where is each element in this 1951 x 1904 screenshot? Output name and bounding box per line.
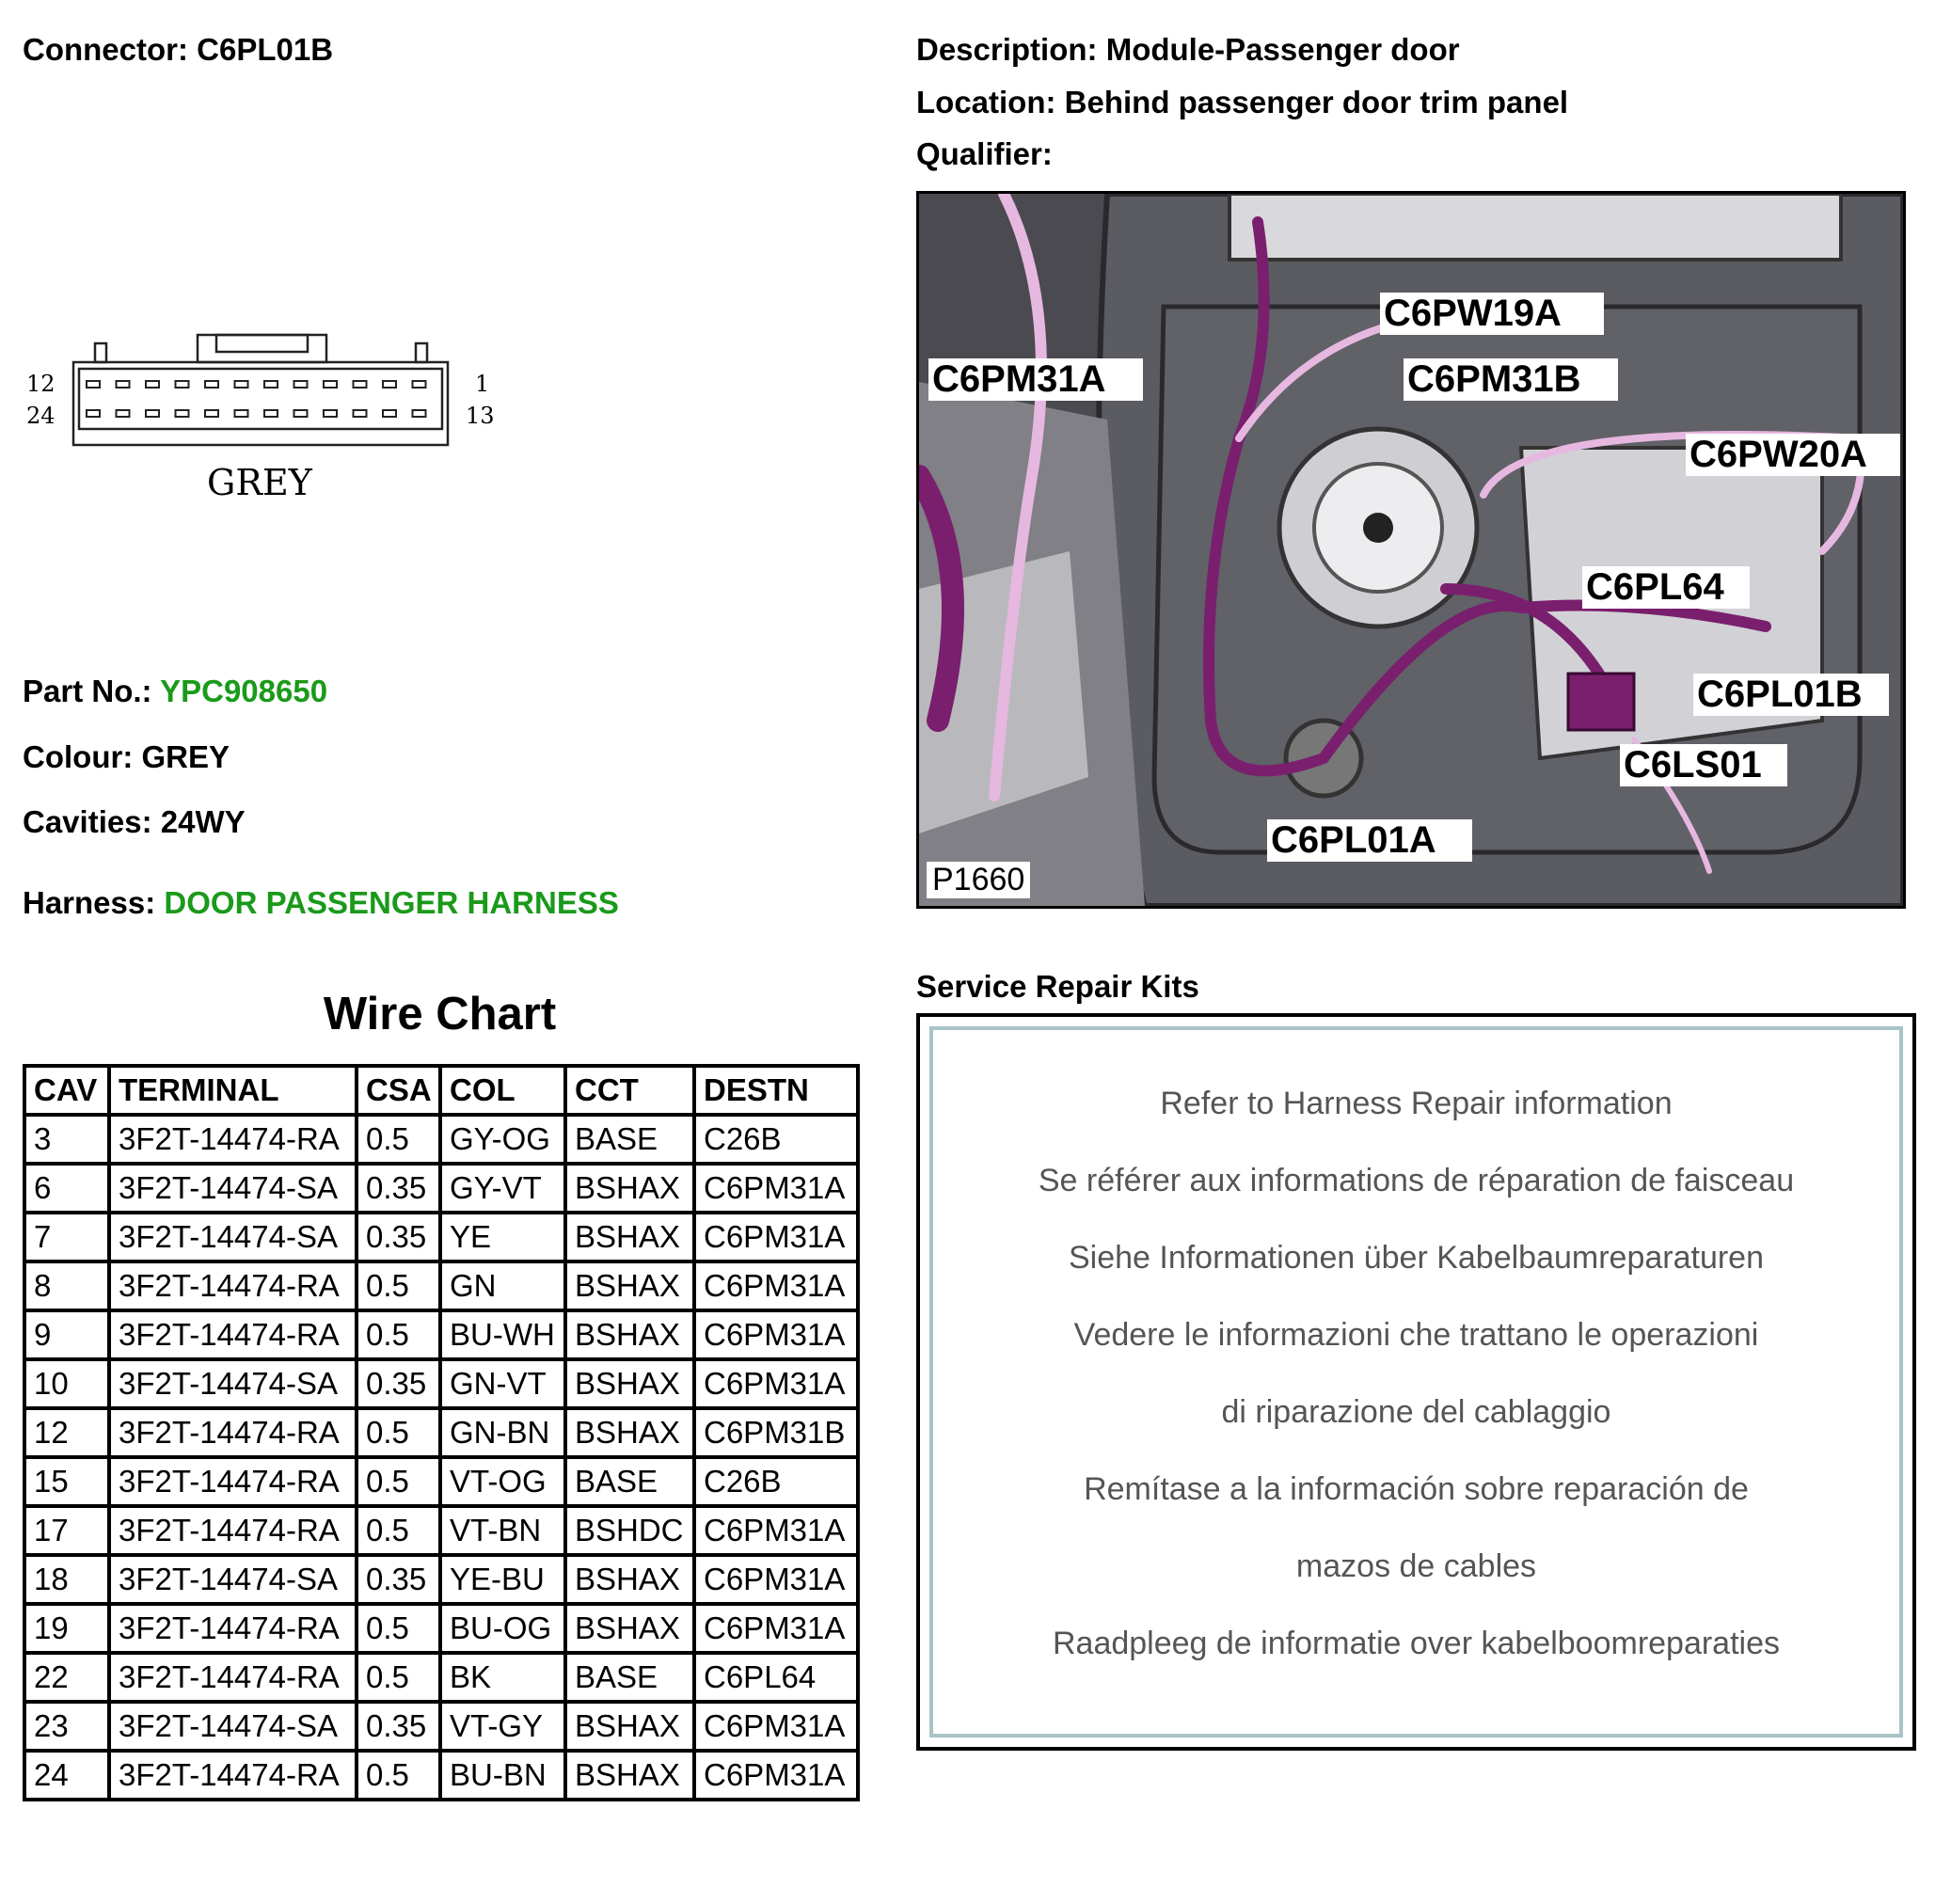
- wire-chart-cell: BSHDC: [565, 1506, 694, 1555]
- wire-chart-cell: C6PM31A: [694, 1604, 858, 1653]
- wire-chart-cell: C6PM31A: [694, 1310, 858, 1359]
- colour-label: Colour:: [23, 739, 134, 774]
- wire-chart-row: [24, 1115, 858, 1164]
- wire-chart-cell: BU-WH: [440, 1310, 565, 1359]
- wire-chart-cell: 3: [24, 1115, 109, 1164]
- wire-chart-cell: YE: [440, 1213, 565, 1261]
- wire-chart-row: [24, 1653, 858, 1702]
- wire-chart-cell: BSHAX: [565, 1408, 694, 1457]
- wire-chart-cell: 12: [24, 1408, 109, 1457]
- pin-slot: [324, 381, 337, 388]
- wire-chart-cell: 3F2T-14474-SA: [109, 1213, 357, 1261]
- connector-pinout-diagram: [19, 329, 508, 517]
- service-kits-title: Service Repair Kits: [916, 969, 1199, 1004]
- description-value: Module-Passenger door: [1105, 32, 1460, 67]
- wire-chart-row: [24, 1164, 858, 1213]
- wire-chart-cell: YE-BU: [440, 1555, 565, 1604]
- cavities-label: Cavities:: [23, 804, 152, 839]
- wire-chart-row: [24, 1506, 858, 1555]
- service-kit-text-line: Refer to Harness Repair information: [1160, 1086, 1673, 1121]
- pin-slot: [146, 381, 159, 388]
- pin-slot: [117, 410, 130, 417]
- wire-chart-header-cell: CCT: [565, 1066, 694, 1115]
- wire-chart-cell: 3F2T-14474-SA: [109, 1555, 357, 1604]
- wire-chart-cell: 3F2T-14474-SA: [109, 1164, 357, 1213]
- pin-slot: [294, 381, 308, 388]
- pin-slot: [205, 381, 218, 388]
- location-line: [916, 85, 1568, 120]
- service-kit-text-line: Remítase a la información sobre reparación de: [1084, 1471, 1749, 1507]
- wire-chart-cell: 0.5: [357, 1408, 440, 1457]
- wire-chart-cell: BSHAX: [565, 1702, 694, 1751]
- wire-chart-cell: 0.5: [357, 1261, 440, 1310]
- wire-chart-row: [24, 1408, 858, 1457]
- wire-chart-cell: 23: [24, 1702, 109, 1751]
- wire-chart-cell: 7: [24, 1213, 109, 1261]
- pin-label-12: 12: [26, 371, 56, 397]
- wire-chart-title: Wire Chart: [323, 989, 557, 1039]
- pin-slot: [235, 410, 248, 417]
- wire-chart-cell: 9: [24, 1310, 109, 1359]
- wire-chart-cell: VT-GY: [440, 1702, 565, 1751]
- connector-lock-tab-inner: [216, 335, 308, 352]
- wire-chart-row: [24, 1457, 858, 1506]
- wire-chart-row: [24, 1213, 858, 1261]
- wire-chart-cell: 17: [24, 1506, 109, 1555]
- wire-chart-cell: 0.5: [357, 1310, 440, 1359]
- wire-chart-cell: 0.5: [357, 1653, 440, 1702]
- wire-chart-header-cell: CAV: [24, 1066, 109, 1115]
- wire-chart-row: [24, 1604, 858, 1653]
- wire-chart-cell: 0.5: [357, 1457, 440, 1506]
- wire-chart-cell: C6PM31A: [694, 1751, 858, 1800]
- connector-latch-right: [416, 343, 427, 362]
- wire-chart-cell: 6: [24, 1164, 109, 1213]
- callout-c6pm31b: C6PM31B: [1404, 358, 1618, 401]
- wire-chart-header-cell: TERMINAL: [109, 1066, 357, 1115]
- callout-c6pm31a: C6PM31A: [928, 358, 1143, 401]
- wire-chart-cell: 15: [24, 1457, 109, 1506]
- part-number-label: Part No.:: [23, 674, 152, 708]
- callout-c6pw19a: C6PW19A: [1380, 293, 1604, 335]
- wire-chart-header-cell: COL: [440, 1066, 565, 1115]
- connector-label: Connector:: [23, 32, 188, 67]
- connector-face: [79, 369, 442, 429]
- pin-slot: [205, 410, 218, 417]
- service-kit-text-line: Vedere le informazioni che trattano le operazioni: [1073, 1317, 1759, 1353]
- connector-line: [23, 32, 333, 68]
- wire-chart-cell: C6PM31A: [694, 1164, 858, 1213]
- wire-chart-cell: BASE: [565, 1115, 694, 1164]
- wire-chart-body: [24, 1115, 858, 1800]
- wire-chart-cell: 3F2T-14474-RA: [109, 1604, 357, 1653]
- wire-chart-header-row: [24, 1066, 858, 1115]
- wire-chart-cell: 0.35: [357, 1702, 440, 1751]
- wire-chart-cell: BSHAX: [565, 1555, 694, 1604]
- wire-chart-cell: C6PM31A: [694, 1359, 858, 1408]
- wire-chart-cell: 19: [24, 1604, 109, 1653]
- colour-line: [23, 739, 230, 775]
- wire-chart-header-cell: DESTN: [694, 1066, 858, 1115]
- wire-chart-cell: 0.35: [357, 1359, 440, 1408]
- service-kits-inner-box: [929, 1026, 1903, 1737]
- wire-chart-row: [24, 1751, 858, 1800]
- pin-slot: [383, 381, 396, 388]
- wire-chart-cell: BASE: [565, 1653, 694, 1702]
- wire-chart-cell: 24: [24, 1751, 109, 1800]
- wire-chart-cell: BSHAX: [565, 1310, 694, 1359]
- pin-slot: [264, 410, 278, 417]
- connector-value: C6PL01B: [197, 32, 334, 67]
- wire-chart-cell: 3F2T-14474-RA: [109, 1408, 357, 1457]
- wire-chart-cell: 3F2T-14474-SA: [109, 1702, 357, 1751]
- wire-chart-cell: 0.5: [357, 1115, 440, 1164]
- pin-slot: [354, 410, 367, 417]
- pin-slot: [87, 410, 100, 417]
- wire-chart-cell: 18: [24, 1555, 109, 1604]
- cavities-line: [23, 804, 246, 840]
- wire-chart-row: [24, 1359, 858, 1408]
- wire-chart-cell: 3F2T-14474-RA: [109, 1310, 357, 1359]
- part-number-line: [23, 674, 327, 709]
- wire-chart-cell: 3F2T-14474-RA: [109, 1261, 357, 1310]
- wire-chart-cell: 0.35: [357, 1213, 440, 1261]
- pin-label-24: 24: [26, 403, 56, 429]
- wire-chart-cell: GY-OG: [440, 1115, 565, 1164]
- wire-chart-cell: BU-BN: [440, 1751, 565, 1800]
- wire-chart-cell: 0.5: [357, 1506, 440, 1555]
- pin-slot: [413, 381, 426, 388]
- wire-chart-cell: 0.5: [357, 1751, 440, 1800]
- wire-chart-table: [23, 1064, 860, 1801]
- wire-chart-cell: C26B: [694, 1457, 858, 1506]
- pin-slot: [87, 381, 100, 388]
- description-label: Description:: [916, 32, 1098, 67]
- pin-label-13: 13: [466, 403, 495, 429]
- cavities-value: 24WY: [160, 804, 246, 839]
- connector-colour-caption: GREY: [207, 462, 312, 503]
- wire-chart-cell: C26B: [694, 1115, 858, 1164]
- wire-chart-cell: 0.35: [357, 1164, 440, 1213]
- location-value: Behind passenger door trim panel: [1064, 85, 1569, 119]
- pin-slot: [413, 410, 426, 417]
- wire-chart-cell: 3F2T-14474-RA: [109, 1457, 357, 1506]
- wire-chart-cell: C6PM31A: [694, 1702, 858, 1751]
- qualifier-label: Qualifier:: [916, 136, 1053, 171]
- callout-c6pl64: C6PL64: [1582, 566, 1750, 609]
- wire-chart-cell: C6PM31A: [694, 1555, 858, 1604]
- wire-chart-cell: GY-VT: [440, 1164, 565, 1213]
- wire-chart-cell: GN-VT: [440, 1359, 565, 1408]
- wire-chart-cell: 22: [24, 1653, 109, 1702]
- pin-slot: [176, 410, 189, 417]
- wire-chart-cell: BSHAX: [565, 1359, 694, 1408]
- wire-chart-cell: C6PM31A: [694, 1506, 858, 1555]
- harness-label: Harness:: [23, 885, 156, 920]
- service-kit-text-line: Siehe Informationen über Kabelbaumreparaturen: [1068, 1240, 1765, 1276]
- wire-chart-cell: VT-BN: [440, 1506, 565, 1555]
- wire-chart-cell: 3F2T-14474-RA: [109, 1506, 357, 1555]
- wire-chart-row: [24, 1310, 858, 1359]
- wire-chart-row: [24, 1261, 858, 1310]
- connector-latch-left: [95, 343, 106, 362]
- wire-chart-cell: BK: [440, 1653, 565, 1702]
- wire-chart-row: [24, 1702, 858, 1751]
- wire-chart-cell: GN-BN: [440, 1408, 565, 1457]
- service-kits-box: [916, 1013, 1916, 1751]
- pin-slot: [176, 381, 189, 388]
- connector-location-photo: [916, 191, 1906, 909]
- wire-chart-cell: 10: [24, 1359, 109, 1408]
- wire-chart-cell: VT-OG: [440, 1457, 565, 1506]
- wire-chart-cell: BSHAX: [565, 1213, 694, 1261]
- wire-chart-cell: BU-OG: [440, 1604, 565, 1653]
- callout-c6pl01b: C6PL01B: [1693, 674, 1889, 716]
- pin-slot: [383, 410, 396, 417]
- wire-chart-cell: 0.5: [357, 1604, 440, 1653]
- location-label: Location:: [916, 85, 1056, 119]
- callout-c6ls01: C6LS01: [1620, 744, 1787, 786]
- pin-slot: [146, 410, 159, 417]
- module-connector-shape: [1568, 674, 1634, 730]
- part-number-value[interactable]: YPC908650: [160, 674, 328, 708]
- wire-chart-cell: BSHAX: [565, 1604, 694, 1653]
- wire-chart-cell: BSHAX: [565, 1261, 694, 1310]
- wire-chart-cell: 3F2T-14474-RA: [109, 1751, 357, 1800]
- pin-label-1: 1: [475, 371, 490, 397]
- wire-chart-row: [24, 1555, 858, 1604]
- callout-c6pw20a: C6PW20A: [1686, 434, 1900, 476]
- wire-chart-cell: BASE: [565, 1457, 694, 1506]
- wire-chart-cell: 3F2T-14474-RA: [109, 1115, 357, 1164]
- harness-value[interactable]: DOOR PASSENGER HARNESS: [164, 885, 619, 920]
- wire-chart-cell: 8: [24, 1261, 109, 1310]
- pin-slot: [324, 410, 337, 417]
- wire-chart-cell: 3F2T-14474-SA: [109, 1359, 357, 1408]
- wire-chart-header-cell: CSA: [357, 1066, 440, 1115]
- wire-chart-cell: 0.35: [357, 1555, 440, 1604]
- service-kit-text-line: di riparazione del cablaggio: [1221, 1394, 1611, 1430]
- connector-body: [73, 362, 448, 445]
- service-kit-text-line: Raadpleeg de informatie over kabelboomreparaties: [1052, 1626, 1781, 1661]
- service-kit-text-line: Se référer aux informations de réparation de faisceau: [1038, 1163, 1795, 1198]
- pin-slot: [354, 381, 367, 388]
- callout-c6pl01a: C6PL01A: [1267, 819, 1472, 862]
- pin-slot: [264, 381, 278, 388]
- pin-slot: [117, 381, 130, 388]
- wire-chart-cell: BSHAX: [565, 1751, 694, 1800]
- wire-chart-cell: C6PL64: [694, 1653, 858, 1702]
- wire-chart-cell: GN: [440, 1261, 565, 1310]
- figure-id: P1660: [927, 862, 1030, 898]
- wire-chart-cell: BSHAX: [565, 1164, 694, 1213]
- wire-chart-cell: C6PM31A: [694, 1261, 858, 1310]
- harness-line: [23, 885, 619, 921]
- wire-chart-cell: C6PM31A: [694, 1213, 858, 1261]
- pin-slot: [294, 410, 308, 417]
- service-kit-text-line: mazos de cables: [1295, 1548, 1537, 1584]
- wire-chart-cell: C6PM31B: [694, 1408, 858, 1457]
- colour-value: GREY: [141, 739, 230, 774]
- description-line: [916, 32, 1460, 68]
- pin-slot: [235, 381, 248, 388]
- wire-chart-cell: 3F2T-14474-RA: [109, 1653, 357, 1702]
